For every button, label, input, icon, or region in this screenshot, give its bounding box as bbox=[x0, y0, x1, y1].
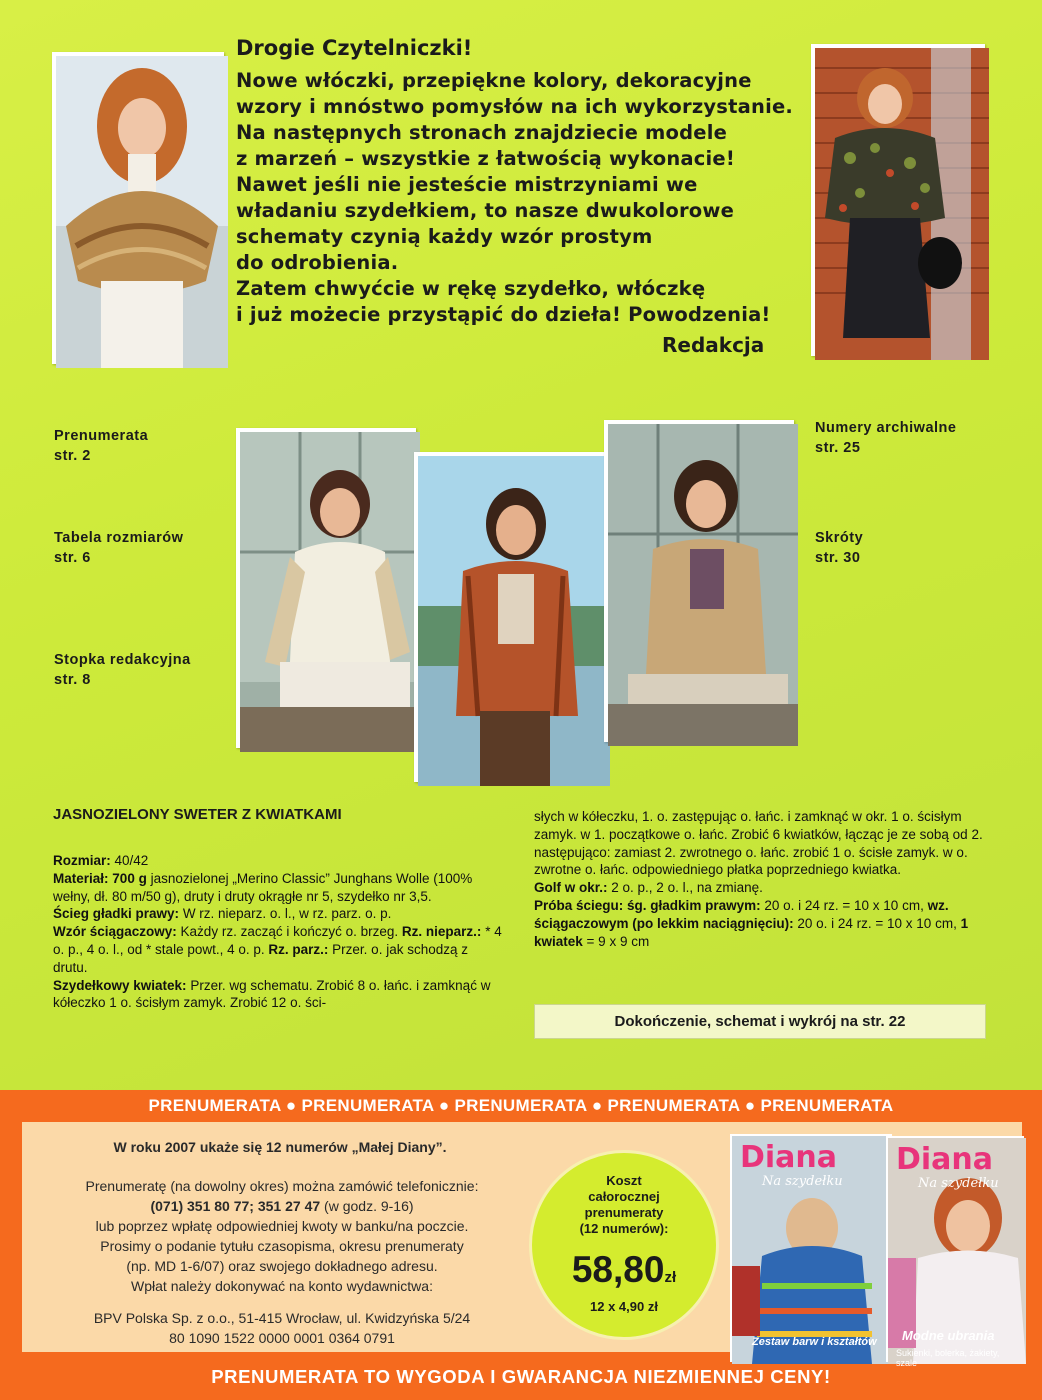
letter-line: do odrobienia. bbox=[236, 251, 399, 274]
stitch-text: W rz. nieparz. o. l., w rz. parz. o. p. bbox=[182, 906, 392, 922]
golf-text: 2 o. p., 2 o. l., na zmianę. bbox=[611, 880, 763, 896]
magazine-cover-2 bbox=[886, 1136, 1024, 1368]
bank-account: 80 1090 1522 0000 0001 0364 0791 bbox=[169, 1330, 395, 1346]
subscription-line: Prosimy o podanie tytułu czasopisma, okresu prenumeraty bbox=[100, 1238, 464, 1254]
rib-text: Każdy rz. zacząć i kończyć o. brzeg. bbox=[180, 924, 399, 940]
toc-page: str. 2 bbox=[54, 448, 91, 464]
material-text: jasnozielonej „Merino Classic” Junghans Wolle (100% wełny, dł. 80 m/50 g), druty i druty okrągłe nr 5, szydełko nr 3,5. bbox=[53, 870, 473, 904]
cover-logo: Diana bbox=[740, 1140, 838, 1175]
photo-white-sweater-model bbox=[236, 428, 416, 748]
rib-odd-text: * 4 o. p., 4 o. l., od * stale powt., 4 o. p. bbox=[53, 924, 502, 957]
toc-label: Stopka redakcyjna bbox=[54, 652, 191, 668]
toc-label: Numery archiwalne bbox=[815, 420, 957, 436]
flower-text: Przer. wg schematu. Zrobić 8 o. łańc. i zamknąć w kółeczko 1 o. ścisłym zamyk. Zrobić 12 o. ści- bbox=[53, 977, 491, 1011]
article-column-right bbox=[534, 808, 986, 950]
toc-item-tabela-rozmiarow[interactable] bbox=[54, 528, 183, 568]
toc-page: str. 30 bbox=[815, 550, 861, 566]
article-title: JASNOZIELONY SWETER Z KWIATKAMI bbox=[53, 806, 342, 823]
letter-line: Na następnych stronach znajdziecie modele bbox=[236, 121, 728, 144]
letter-line: władaniu szydełkiem, to nasze dwukolorowe bbox=[236, 199, 734, 222]
photo-beige-cardigan-model bbox=[604, 420, 794, 742]
cover-subline: Sukienki, bolerka, żakiety, szale bbox=[896, 1348, 1000, 1368]
price-caption: prenumeraty bbox=[584, 1205, 664, 1220]
golf-label: Golf w okr.: bbox=[534, 880, 608, 896]
price-caption: Koszt bbox=[606, 1173, 642, 1188]
article-column-left bbox=[53, 852, 505, 1012]
price-caption: (12 numerów): bbox=[579, 1221, 669, 1236]
gauge-rib-label: wz. ściągaczowym (po lekkim naciągnięciu): bbox=[534, 897, 949, 931]
gauge-flower-value: = 9 x 9 cm bbox=[586, 933, 650, 949]
subscription-phones bbox=[22, 1198, 542, 1214]
publisher-address: BPV Polska Sp. z o.o., 51-415 Wrocław, ul. Kwidzyńska 5/24 bbox=[93, 1310, 471, 1326]
toc-page: str. 6 bbox=[54, 550, 91, 566]
stitch-label: Ścieg gładki prawy: bbox=[53, 906, 180, 922]
letter-line: z marzeń – wszystkie z łatwością wykonacie! bbox=[236, 147, 735, 170]
letter-line: schematy czynią każdy wzór prostym bbox=[236, 225, 653, 248]
letter-line: Nowe włóczki, przepiękne kolory, dekoracyjne bbox=[236, 69, 752, 92]
letter-line: Nawet jeśli nie jesteście mistrzyniami we bbox=[236, 173, 698, 196]
toc-item-skroty[interactable] bbox=[815, 528, 863, 568]
subscription-slogan: PRENUMERATA TO WYGODA I GWARANCJA NIEZMIENNEJ CENY! bbox=[211, 1366, 831, 1387]
continued-on-page-link[interactable]: Dokończenie, schemat i wykrój na str. 22 bbox=[534, 1004, 986, 1039]
letter-signature: Redakcja bbox=[662, 333, 765, 357]
toc-page: str. 8 bbox=[54, 672, 91, 688]
subscription-line: (np. MD 1-6/07) oraz swojego dokładnego adresu. bbox=[126, 1258, 438, 1274]
phone-numbers: (071) 351 80 77; 351 27 47 bbox=[150, 1198, 321, 1214]
size-value: 40/42 bbox=[114, 853, 149, 868]
rib-label: Wzór ściągaczowy: bbox=[53, 924, 177, 940]
photo-poncho-model bbox=[52, 52, 224, 364]
toc-item-numery-archiwalne[interactable] bbox=[815, 418, 956, 458]
gauge-flower-label: 1 kwiatek bbox=[534, 915, 969, 949]
price-badge bbox=[529, 1150, 719, 1340]
size-label: Rozmiar: bbox=[53, 853, 111, 868]
letter-line: wzory i mnóstwo pomysłów na ich wykorzystanie. bbox=[236, 95, 793, 118]
cover-tagline: Zestaw barw i kształtów bbox=[752, 1336, 877, 1348]
gauge-stockinette-value: 20 o. i 24 rz. = 10 x 10 cm, bbox=[764, 897, 924, 913]
magazine-cover-1 bbox=[730, 1134, 892, 1362]
flower-label: Szydełkowy kwiatek: bbox=[53, 977, 187, 993]
toc-item-stopka-redakcyjna[interactable] bbox=[54, 650, 191, 690]
letter-heading: Drogie Czytelniczki! bbox=[236, 36, 473, 60]
subscription-banner: PRENUMERATA ● PRENUMERATA ● PRENUMERATA ● PRENUMERATA ● PRENUMERATA bbox=[148, 1096, 894, 1115]
editorial-letter bbox=[236, 36, 796, 328]
phone-hours: (w godz. 9-16) bbox=[324, 1198, 414, 1214]
cover-logo: Diana bbox=[896, 1142, 994, 1177]
rib-odd-label: Rz. nieparz.: bbox=[401, 924, 482, 940]
photo-orange-jacket-model bbox=[414, 452, 606, 782]
toc-label: Skróty bbox=[815, 530, 864, 546]
subscription-headline: W roku 2007 ukaże się 12 numerów „Małej Diany”. bbox=[113, 1139, 447, 1155]
toc-label: Tabela rozmiarów bbox=[54, 530, 184, 546]
price-value: 58,80 bbox=[571, 1249, 665, 1290]
rib-even-text: Przer. o. jak schodzą z drutu. bbox=[53, 941, 468, 975]
photo-dark-dress-model bbox=[811, 44, 985, 356]
price-currency: zł bbox=[664, 1269, 677, 1286]
price-detail: 12 x 4,90 zł bbox=[590, 1299, 658, 1314]
toc-page: str. 25 bbox=[815, 440, 861, 456]
gauge-stockinette-label: śg. gładkim prawym: bbox=[627, 897, 761, 913]
subscription-line: Prenumeratę (na dowolny okres) można zamówić telefonicznie: bbox=[85, 1178, 479, 1194]
toc-item-prenumerata[interactable] bbox=[54, 426, 148, 466]
gauge-label: Próba ściegu: bbox=[534, 897, 624, 913]
gauge-rib-value: 20 o. i 24 rz. = 10 x 10 cm, bbox=[797, 915, 957, 931]
letter-line: Zatem chwyćcie w rękę szydełko, włóczkę bbox=[236, 277, 706, 300]
cover-subtitle: Na szydełku bbox=[918, 1176, 999, 1191]
rib-even-label: Rz. parz.: bbox=[268, 941, 329, 957]
subscription-line: Wpłat należy dokonywać na konto wydawnictwa: bbox=[131, 1278, 433, 1294]
subscription-line: lub poprzez wpłatę odpowiedniej kwoty w banku/na poczcie. bbox=[95, 1218, 469, 1234]
material-weight: 700 g bbox=[112, 870, 147, 886]
material-label: Materiał: bbox=[53, 870, 109, 886]
cover-tagline: Modne ubrania bbox=[902, 1328, 995, 1343]
price-amount bbox=[532, 1249, 716, 1291]
cover-subtitle: Na szydełku bbox=[762, 1174, 843, 1189]
price-caption: całorocznej bbox=[588, 1189, 660, 1204]
flower-continued-text: słych w kółeczku, 1. o. zastępując o. łańc. i zamknąć w okr. 1 o. ścisłym zamyk. w 1. początkowe o. łańc. Zrobić 6 kwiatków, łącząc je ze sobą od 2. następująco: zamiast 2. zwrotnego o. łańc. zrobić 1 o. ścisłe zamyk. w o. zwrotne o. łańc. odpowiedniego płatka poprzedniego kwiatka. bbox=[534, 809, 983, 878]
toc-label: Prenumerata bbox=[54, 428, 149, 444]
letter-line: i już możecie przystąpić do dzieła! Powodzenia! bbox=[236, 303, 771, 326]
